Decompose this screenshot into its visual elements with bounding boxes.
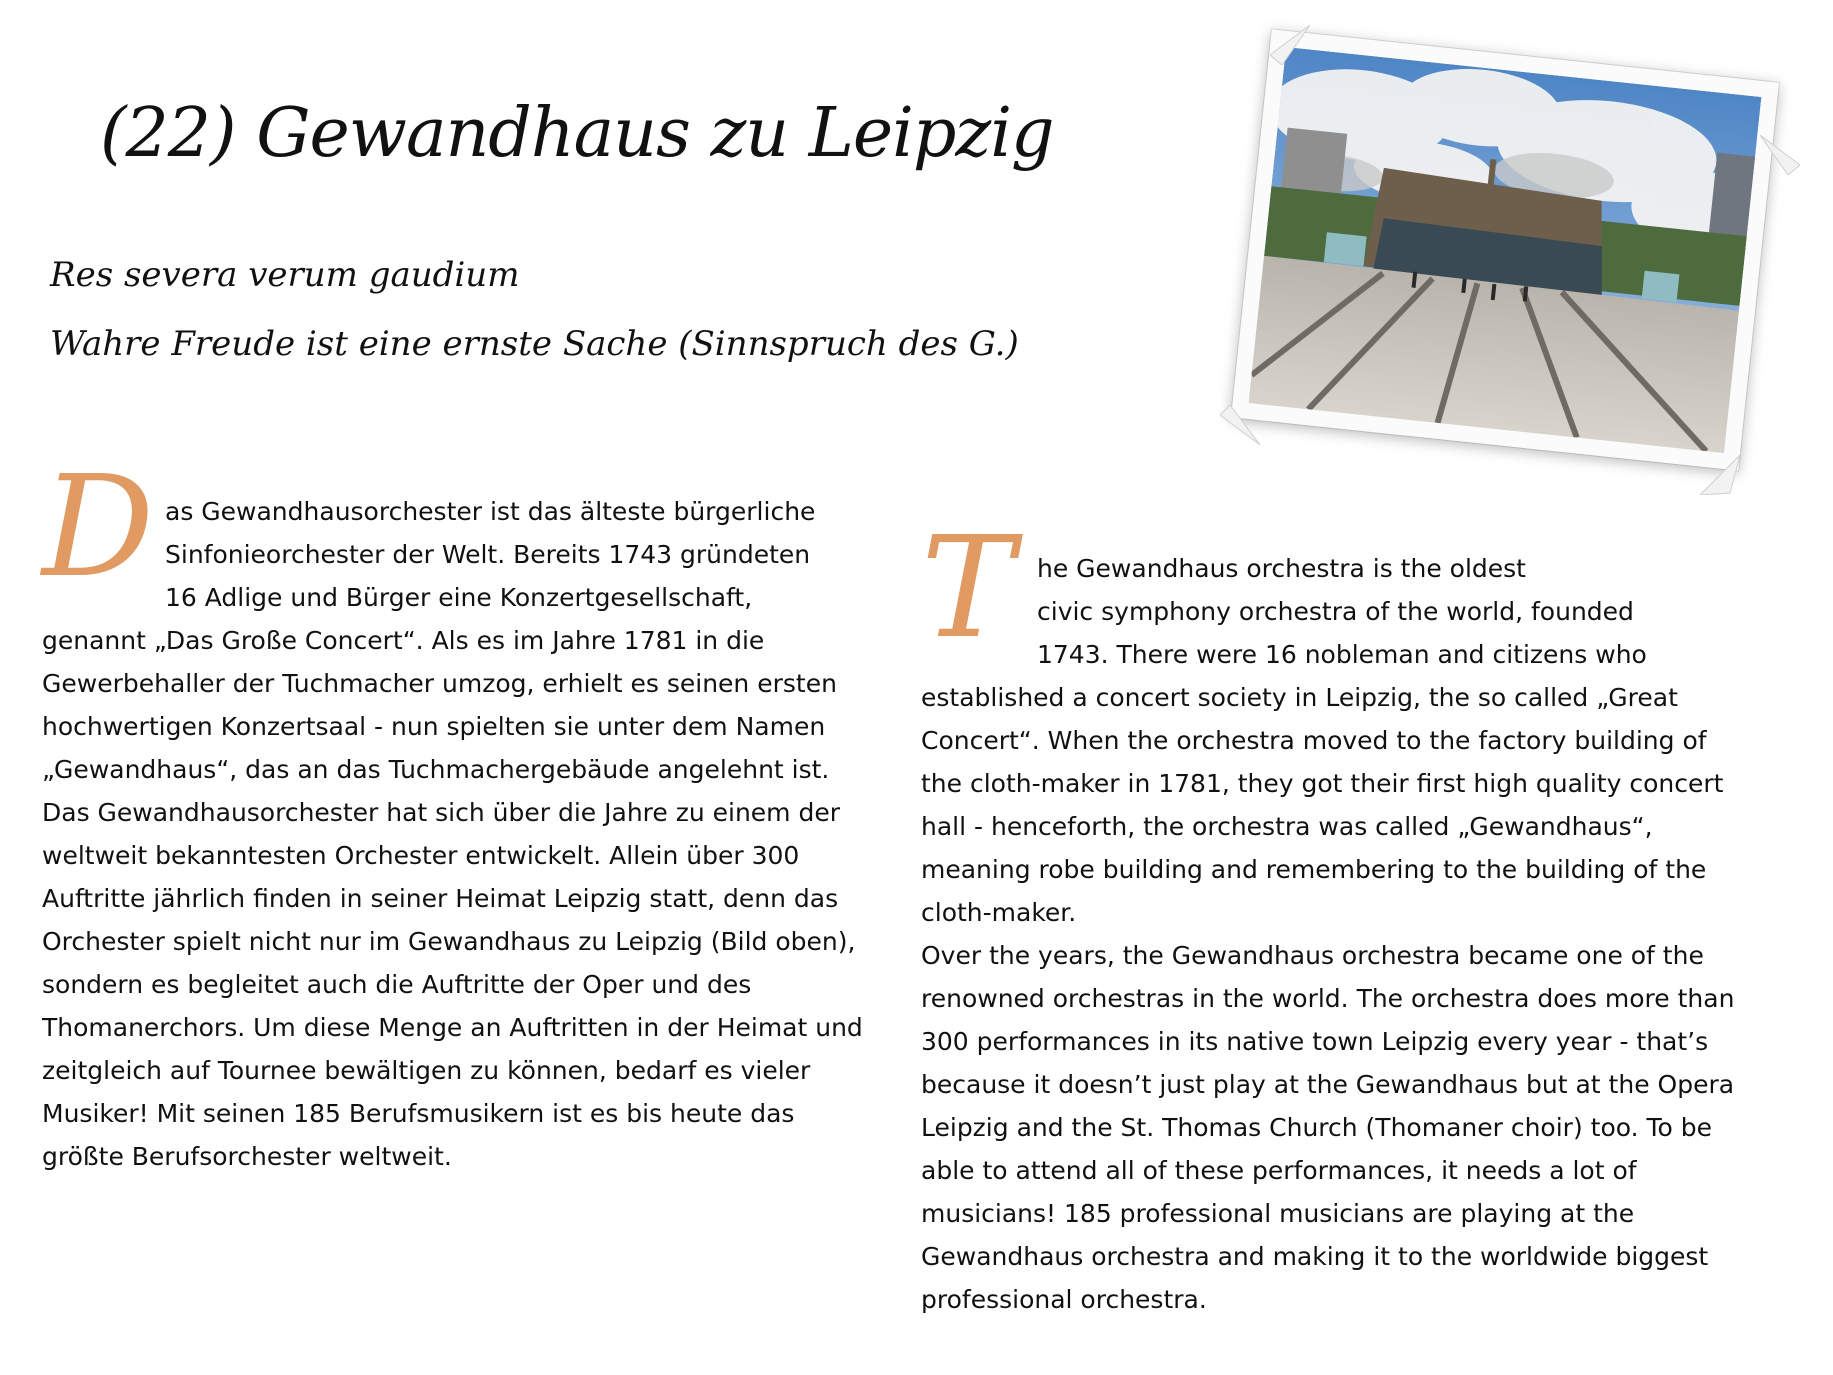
english-paragraph-1-rest: established a concert society in Leipzig, the so called „Great Concert“. When the orchestra moved to the factory building of the cloth-maker in 1781, they got their first high quality concert hall - henceforth, the orchestra was called „Gewandhaus“, meaning robe building and remembering to the building of the cloth-maker.	[921, 683, 1724, 927]
german-indented-line: 16 Adlige und Bürger eine Konzertgesellschaft,	[165, 583, 753, 612]
german-text-column	[42, 446, 872, 1178]
motto-latin: Res severa verum gaudium	[50, 255, 520, 295]
photo-corner-icon	[1220, 405, 1260, 445]
english-indented-line: civic symphony orchestra of the world, founded	[1037, 597, 1634, 626]
english-text-column	[921, 507, 1741, 1321]
german-paragraph-1-opening	[42, 490, 872, 619]
german-paragraph-1-rest: genannt „Das Große Concert“. Als es im Jahre 1781 in die Gewerbehaller der Tuchmacher umzog, erhielt es seinen ersten hochwertigen Konzertsaal - nun spielten sie unter dem Namen „Gewandhaus“, das an das Tuchmachergebäude angelehnt ist.	[42, 626, 837, 784]
dropcap-t: T	[921, 507, 1015, 670]
motto-german: Wahre Freude ist eine ernste Sache (Sinnspruch des G.)	[50, 324, 1019, 364]
english-paragraph-1-opening	[921, 547, 1741, 676]
german-first-line: as Gewandhausorchester ist das älteste bürgerliche	[165, 497, 816, 526]
photo-frame	[1231, 29, 1779, 470]
gewandhaus-photo	[1249, 47, 1762, 453]
photo-gewandhaus	[1200, 25, 1810, 495]
english-first-line: he Gewandhaus orchestra is the oldest	[1037, 554, 1526, 583]
photo-corner-icon	[1760, 135, 1800, 175]
dropcap-d: D	[42, 446, 155, 609]
german-indented-line: Sinfonieorchester der Welt. Bereits 1743 gründeten	[165, 540, 811, 569]
page-title: (22) Gewandhaus zu Leipzig	[100, 94, 1054, 173]
photo-corner-icon	[1700, 455, 1740, 495]
photo-corner-icon	[1270, 25, 1310, 65]
english-indented-line: 1743. There were 16 nobleman and citizens who	[1037, 640, 1647, 669]
english-paragraph-2: Over the years, the Gewandhaus orchestra became one of the renowned orchestras in the world. The orchestra does more than 300 performances in its native town Leipzig every year - that’s because it doesn’t just play at the Gewandhaus but at the Opera Leipzig and the St. Thomas Church (Thomaner choir) too. To be able to attend all of these performances, it needs a lot of musicians! 185 professional musicians are playing at the Gewandhaus orchestra and making it to the worldwide biggest professional orchestra.	[921, 941, 1735, 1314]
german-paragraph-2: Das Gewandhausorchester hat sich über die Jahre zu einem der weltweit bekanntesten Orchester entwickelt. Allein über 300 Auftritte jährlich finden in seiner Heimat Leipzig statt, denn das Orchester spielt nicht nur im Gewandhaus zu Leipzig (Bild oben), sondern es begleitet auch die Auftritte der Oper und des Thomanerchors. Um diese Menge an Auftritten in der Heimat und zeitgleich auf Tournee bewältigen zu können, bedarf es vieler Musiker! Mit seinen 185 Berufsmusikern ist es bis heute das größte Berufsorchester weltweit.	[42, 798, 863, 1171]
